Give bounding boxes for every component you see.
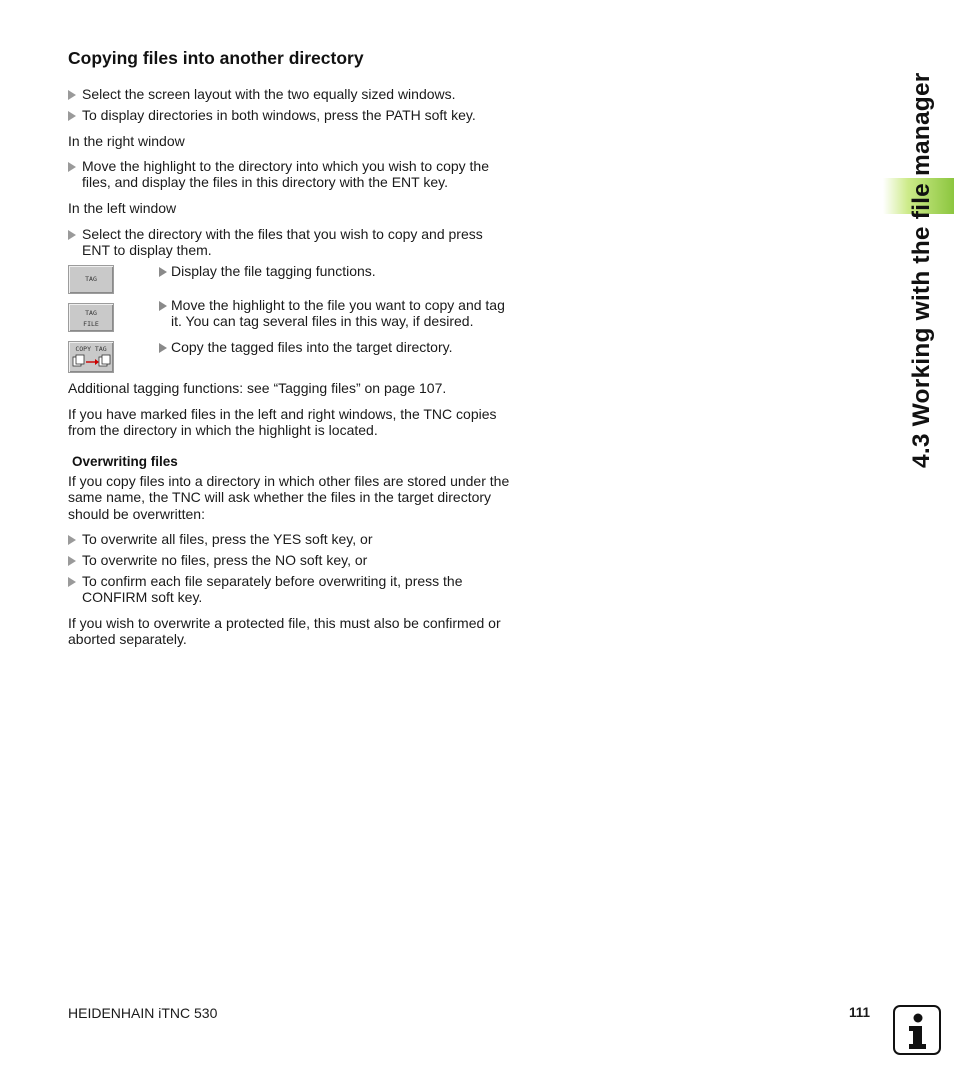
softkey-description-text: Display the file tagging functions. <box>171 263 376 279</box>
softkey-description <box>159 339 519 355</box>
right-window-label: In the right window <box>68 133 185 149</box>
list-item <box>68 86 518 102</box>
copy-files-icon <box>71 354 111 368</box>
protected-file-note: If you wish to overwrite a protected file, this must also be confirmed or aborted separately. <box>68 615 501 648</box>
arrow-bullet-icon <box>68 556 76 566</box>
list-item-text: Move the highlight to the directory into which you wish to copy the files, and display the files in this directory with the ENT key. <box>82 158 489 191</box>
list-item-text: Select the screen layout with the two equally sized windows. <box>82 86 456 102</box>
list-item-text: To overwrite all files, press the YES soft key, or <box>82 531 373 547</box>
arrow-bullet-icon <box>68 230 76 240</box>
list-item-text: To overwrite no files, press the NO soft key, or <box>82 552 368 568</box>
tag-file-softkey[interactable] <box>68 303 114 332</box>
tag-softkey[interactable] <box>68 265 114 294</box>
overwriting-intro: If you copy files into a directory in which other files are stored under the same name, the TNC will ask whether the files in the target directory should be overwritten: <box>68 473 510 522</box>
left-window-label: In the left window <box>68 200 177 216</box>
arrow-bullet-icon <box>159 301 167 311</box>
footer-product: HEIDENHAIN iTNC 530 <box>68 1005 218 1021</box>
softkey-description-text: Copy the tagged files into the target directory. <box>171 339 453 355</box>
list-item <box>68 552 518 568</box>
softkey-label: COPY TAG <box>75 345 107 353</box>
list-item <box>68 573 498 606</box>
page-number: 111 <box>849 1005 871 1020</box>
softkey-description-text: Move the highlight to the file you want to copy and tag it. You can tag several files in this way, if desired. <box>171 297 505 330</box>
arrow-bullet-icon <box>68 577 76 587</box>
list-item <box>68 226 513 259</box>
info-glyph-icon <box>895 1007 939 1053</box>
softkey-description <box>159 263 519 279</box>
list-item <box>68 531 518 547</box>
list-item-text: To confirm each file separately before overwriting it, press the CONFIRM soft key. <box>82 573 463 606</box>
list-item-text: To display directories in both windows, press the PATH soft key. <box>82 107 476 123</box>
copy-tag-softkey[interactable] <box>68 341 114 373</box>
arrow-bullet-icon <box>68 162 76 172</box>
softkey-label: FILE <box>83 320 99 328</box>
arrow-bullet-icon <box>159 343 167 353</box>
list-item <box>68 158 513 191</box>
subsection-heading: Overwriting files <box>72 454 178 469</box>
section-heading: Copying files into another directory <box>68 48 364 68</box>
arrow-bullet-icon <box>159 267 167 277</box>
list-item <box>68 107 518 123</box>
additional-tagging-note: Additional tagging functions: see “Tagging files” on page 107. <box>68 380 447 396</box>
softkey-description <box>159 297 519 330</box>
softkey-label: TAG <box>85 309 97 317</box>
info-icon <box>893 1005 941 1055</box>
arrow-bullet-icon <box>68 111 76 121</box>
list-item-text: Select the directory with the files that you wish to copy and press ENT to display them. <box>82 226 483 259</box>
marked-files-note: If you have marked files in the left and right windows, the TNC copies from the directory in which the highlight is located. <box>68 406 497 439</box>
side-section-title: 4.3 Working with the file manager <box>908 72 935 468</box>
arrow-bullet-icon <box>68 90 76 100</box>
arrow-bullet-icon <box>68 535 76 545</box>
softkey-label: TAG <box>85 275 97 283</box>
